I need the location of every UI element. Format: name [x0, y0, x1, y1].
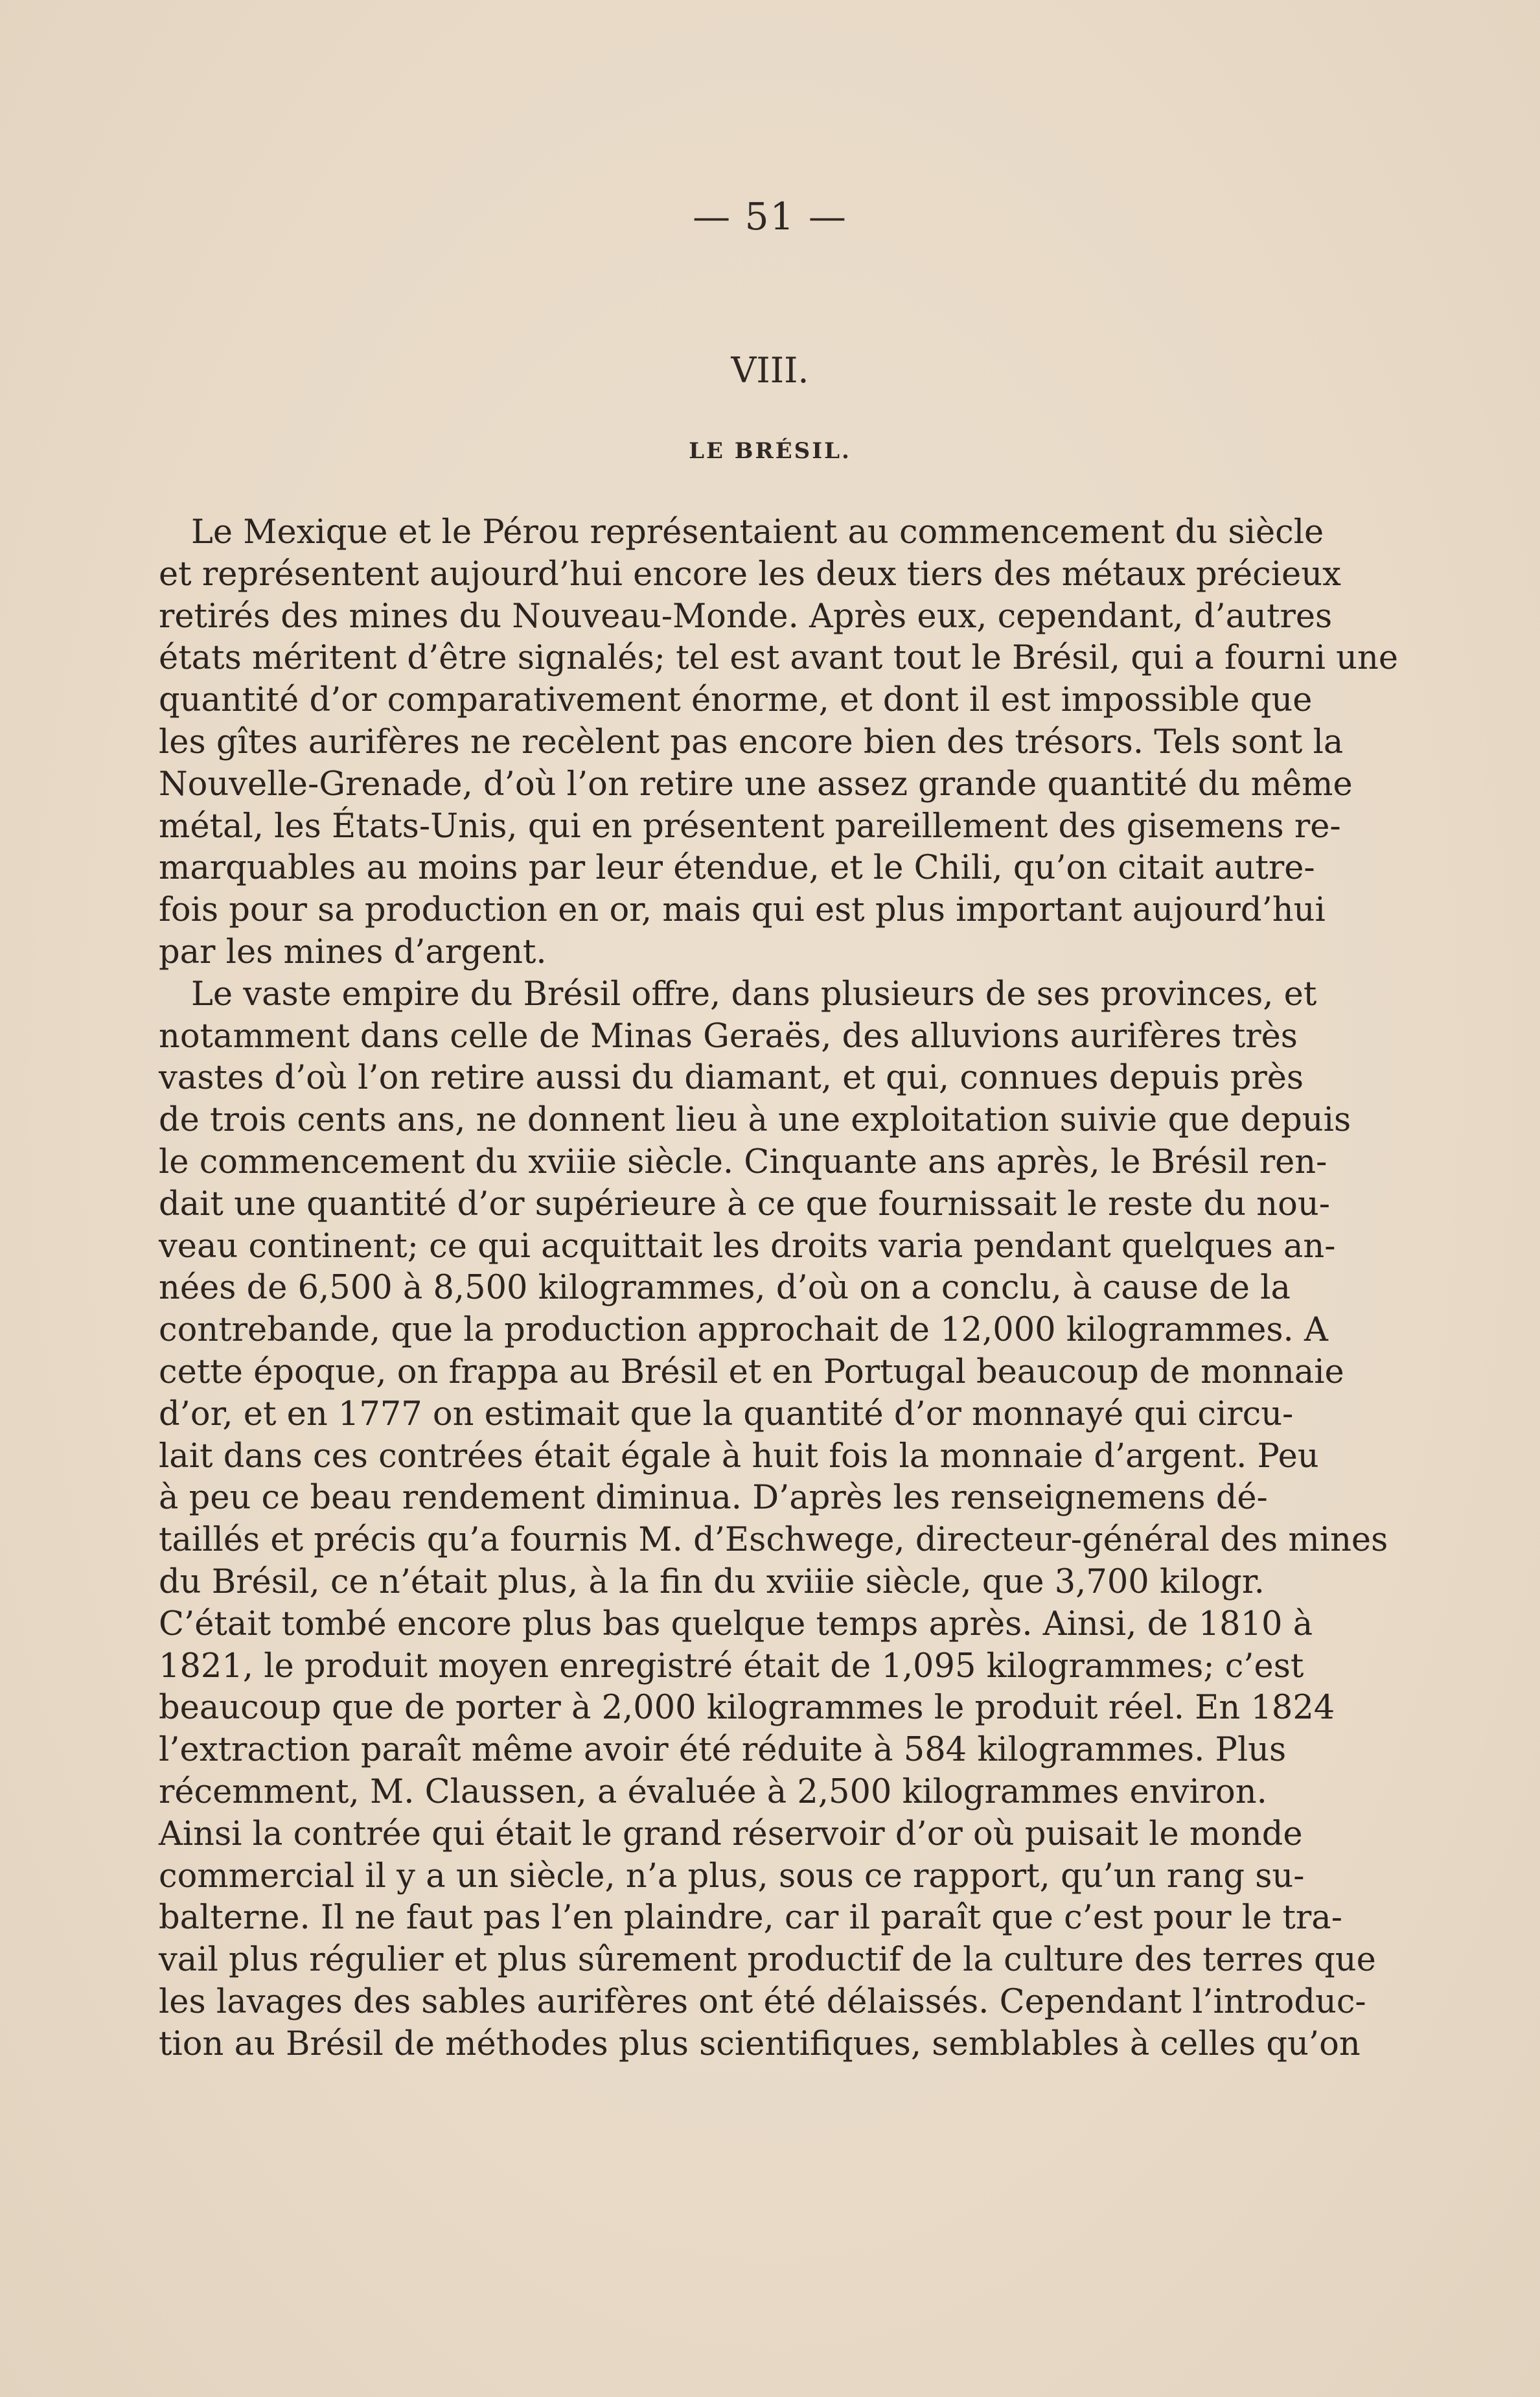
chapter-title: LE BRÉSIL. [689, 438, 851, 464]
text-line: Ainsi la contrée qui était le grand réservoir d’or où puisait le monde [159, 1814, 1303, 1853]
text-line: d’or, et en 1777 on estimait que la quantité d’or monnayé qui circu- [159, 1395, 1294, 1433]
text-line: commercial il y a un siècle, n’a plus, sous ce rapport, qu’un rang su- [159, 1857, 1305, 1895]
text-line: taillés et précis qu’a fournis M. d’Eschwege, directeur-général des mines [159, 1521, 1388, 1560]
text-line: récemment, M. Claussen, a évaluée à 2,500 kilogrammes environ. [159, 1772, 1267, 1811]
text-line: quantité d’or comparativement énorme, et dont il est impossible que [159, 681, 1313, 720]
text-line: états méritent d’être signalés; tel est avant tout le Brésil, qui a fourni une [159, 639, 1398, 678]
text-line: veau continent; ce qui acquittait les droits varia pendant quelques an- [159, 1227, 1336, 1266]
text-line: à peu ce beau rendement diminua. D’après les renseignemens dé- [159, 1479, 1268, 1518]
paragraph-1 [159, 512, 1398, 974]
text-line: par les mines d’argent. [159, 932, 547, 971]
chapter-numeral: VIII. [731, 350, 809, 391]
text-line: cette époque, on frappa au Brésil et en Portugal beaucoup de monnaie [159, 1352, 1344, 1391]
text-line: balterne. Il ne faut pas l’en plaindre, car il paraît que c’est pour le tra- [159, 1899, 1342, 1938]
text-line: notamment dans celle de Minas Geraës, des alluvions aurifères très [159, 1017, 1298, 1056]
text-line: du Brésil, ce n’était plus, à la fin du xviiie siècle, que 3,700 kilogr. [159, 1562, 1265, 1601]
text-line: Le Mexique et le Pérou représentaient au commencement du siècle [191, 513, 1324, 551]
page-number: — 51 — [693, 194, 847, 238]
body-text [159, 512, 1398, 2065]
text-line: métal, les États-Unis, qui en présentent pareillement des gisemens re- [159, 807, 1341, 846]
text-line: contrebande, que la production approchait de 12,000 kilogrammes. A [159, 1311, 1328, 1350]
text-line: vail plus régulier et plus sûrement productif de la culture des terres que [159, 1941, 1376, 1980]
paragraph-2 [159, 974, 1388, 2066]
text-line: les lavages des sables aurifères ont été délaissés. Cependant l’introduc- [159, 1982, 1366, 2021]
text-line: 1821, le produit moyen enregistré était de 1,095 kilogrammes; c’est [159, 1647, 1304, 1685]
text-line: dait une quantité d’or supérieure à ce que fournissait le reste du nou- [159, 1185, 1330, 1223]
text-line: de trois cents ans, ne donnent lieu à une exploitation suivie que depuis [159, 1101, 1351, 1140]
text-line: le commencement du xviiie siècle. Cinquante ans après, le Brésil ren- [159, 1142, 1327, 1181]
text-line: fois pour sa production en or, mais qui est plus important aujourd’hui [159, 891, 1326, 930]
text-line: Le vaste empire du Brésil offre, dans plusieurs de ses provinces, et [191, 975, 1317, 1013]
text-line: beaucoup que de porter à 2,000 kilogrammes le produit réel. En 1824 [159, 1689, 1335, 1728]
text-line: nées de 6,500 à 8,500 kilogrammes, d’où on a conclu, à cause de la [159, 1269, 1291, 1308]
text-line: lait dans ces contrées était égale à huit fois la monnaie d’argent. Peu [159, 1437, 1319, 1476]
text-line: marquables au moins par leur étendue, et le Chili, qu’on citait autre- [159, 849, 1315, 888]
text-line: les gîtes aurifères ne recèlent pas encore bien des trésors. Tels sont la [159, 723, 1344, 761]
text-line: C’était tombé encore plus bas quelque temps après. Ainsi, de 1810 à [159, 1604, 1313, 1643]
text-line: l’extraction paraît même avoir été réduite à 584 kilogrammes. Plus [159, 1731, 1287, 1770]
text-line: retirés des mines du Nouveau-Monde. Après eux, cependant, d’autres [159, 597, 1333, 636]
text-line: Nouvelle-Grenade, d’où l’on retire une assez grande quantité du même [159, 765, 1353, 804]
text-line: vastes d’où l’on retire aussi du diamant, et qui, connues depuis près [159, 1059, 1304, 1098]
text-line: et représentent aujourd’hui encore les deux tiers des métaux précieux [159, 555, 1341, 594]
text-line: tion au Brésil de méthodes plus scientifiques, semblables à celles qu’on [159, 2024, 1361, 2063]
